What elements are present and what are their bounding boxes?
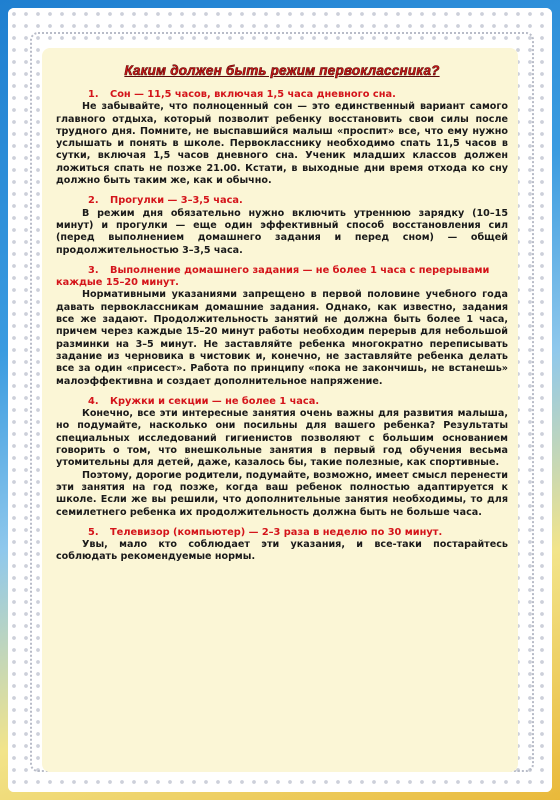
- section-number: 4.: [88, 395, 99, 407]
- section-paragraph: Увы, мало кто соблюдает эти указания, и все-таки постарайтесь соблюдать рекомендуемые нормы.: [56, 539, 508, 563]
- section-walks: [56, 195, 508, 256]
- section-heading: [56, 195, 508, 207]
- section-title: Сон — 11,5 часов, включая 1,5 часа дневного сна.: [110, 89, 396, 100]
- section-paragraph: Не забывайте, что полноценный сон — это единственный вариант самого главного отдыха, который позволит ребенку восстановить свои силы после трудного дня. Помните, не выспавшийся малыш «проспит» все, что ему нужно услышать и понять в школе. Первокласснику необходимо спать 11,5 часов в сутки, включая 1,5 часов дневного сна. Ученик младших классов должен ложиться спать не позже 21.00. Кстати, в выходные дни время отхода ко сну должно быть таким же, как и обычно.: [56, 101, 508, 187]
- section-title: Прогулки — 3–3,5 часа.: [110, 195, 243, 207]
- section-paragraph: В режим дня обязательно нужно включить утреннюю зарядку (10–15 минут) и прогулки — еще один эффективный способ восстановления сил (перед выполнением домашнего задания и перед сном) — общей продолжительностью 3–3,5 часа.: [56, 207, 508, 256]
- section-sleep: [56, 89, 508, 187]
- section-title: Телевизор (компьютер) — 2–3 раза в неделю по 30 минут.: [110, 526, 443, 538]
- section-number: 1.: [88, 89, 99, 100]
- section-homework: [56, 265, 508, 388]
- page-title: Каким должен быть режим первоклассника?: [124, 63, 440, 78]
- section-paragraph: Конечно, все эти интересные занятия очень важны для развития малыша, но подумайте, насколько они посильны для вашего ребенка? Результаты специальных исследований гигиенистов позволяют с большим основанием говорить о том, что внешкольные занятия в первый год обучения весьма утомительны для детей, даже, казалось бы, такие полезные, как спортивные.: [56, 408, 508, 469]
- section-heading: [56, 527, 508, 539]
- section-paragraph: Нормативными указаниями запрещено в первой половине учебного года давать первоклассникам домашние задания. Однако, как известно, задания все же задают. Продолжительность занятий не должна быть более 1 часа, причем через каждые 15–20 минут работы необходим перерыв для небольшой разминки на 3–5 минут. Не заставляйте ребенка многократно переписывать задание из черновика в чистовик и, конечно, не заставляйте ребенка делать все за один «присест». Работа по принципу «пока не закончишь, не встанешь» малоэффективна и создает дополнительное напряжение.: [56, 289, 508, 387]
- section-number: 3.: [88, 264, 99, 276]
- section-heading: [56, 265, 508, 290]
- section-title: Кружки и секции — не более 1 часа.: [110, 395, 320, 407]
- section-heading: [56, 89, 508, 101]
- section-paragraph: Поэтому, дорогие родители, подумайте, возможно, имеет смысл перенести эти занятия на год позже, когда ваш ребенок полностью адаптируется к школе. Если же вы решили, что дополнительные занятия необходимы, то для семилетнего ребенка их продолжительность должна быть не больше часа.: [56, 469, 508, 518]
- section-clubs: [56, 396, 508, 519]
- section-heading: [56, 396, 508, 408]
- section-title: Выполнение домашнего задания — не более 1 часа с перерывами каждые 15–20 минут.: [56, 264, 490, 289]
- section-number: 2.: [88, 195, 99, 207]
- section-tv: [56, 527, 508, 564]
- section-number: 5.: [88, 526, 99, 538]
- document-content: [56, 62, 508, 564]
